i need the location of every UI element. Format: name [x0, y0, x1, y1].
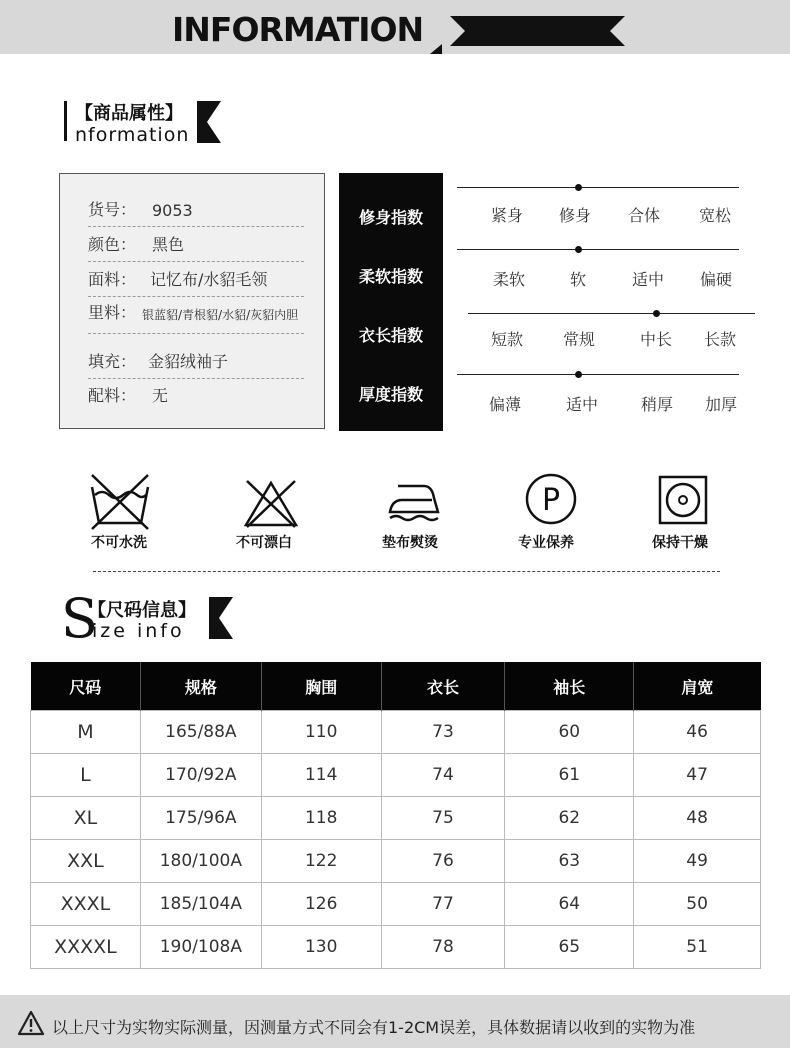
attribute-key: 颜色：	[88, 235, 137, 254]
index-label: 修身指数	[358, 208, 423, 227]
attribute-value: 记忆布/水貂毛领	[150, 270, 268, 289]
table-cell: 75	[381, 797, 505, 840]
table-cell: 77	[381, 883, 505, 926]
attribute-row	[88, 227, 304, 262]
size-section-initial: S	[61, 587, 98, 650]
attribute-row	[88, 192, 304, 227]
table-cell: XL	[31, 797, 141, 840]
scale-option: 适中	[566, 395, 599, 414]
section-bar	[64, 101, 67, 141]
scale-selected-marker	[575, 371, 582, 378]
tumble-dry-icon	[657, 474, 709, 526]
scale-option: 常规	[563, 330, 596, 349]
care-label: 垫布熨烫	[382, 535, 438, 551]
scale-selected-marker	[575, 246, 582, 253]
attribute-row	[88, 297, 304, 334]
professional-care-icon	[524, 472, 578, 526]
table-cell: 165/88A	[140, 711, 261, 754]
section-chevron-icon	[197, 101, 223, 143]
table-cell: 73	[381, 711, 505, 754]
product-section-title: 【商品属性】	[75, 103, 183, 124]
table-cell: 65	[505, 926, 634, 969]
professional-care-letter: P	[541, 483, 561, 518]
scale-option: 中长	[640, 330, 673, 349]
scale-option: 紧身	[491, 206, 524, 225]
table-cell: 63	[505, 840, 634, 883]
table-cell: 78	[381, 926, 505, 969]
divider	[93, 571, 720, 572]
table-cell: XXXL	[31, 883, 141, 926]
table-row	[31, 883, 761, 926]
table-header: 规格	[140, 662, 261, 711]
table-cell: 74	[381, 754, 505, 797]
iron-with-cloth-icon	[386, 478, 444, 526]
table-cell: 190/108A	[140, 926, 261, 969]
table-cell: XXL	[31, 840, 141, 883]
scale-option: 偏硬	[700, 270, 733, 289]
table-cell: 64	[505, 883, 634, 926]
table-cell: 126	[261, 883, 381, 926]
attribute-row	[88, 378, 304, 412]
banner-title: INFORMATION	[172, 10, 424, 49]
attribute-row	[88, 344, 304, 379]
table-cell: 170/92A	[140, 754, 261, 797]
scale-selected-marker	[653, 310, 660, 317]
care-label: 不可漂白	[236, 535, 292, 551]
table-header: 尺码	[31, 662, 141, 711]
size-section-subtitle: ize info	[92, 620, 185, 642]
table-cell: 61	[505, 754, 634, 797]
table-row	[31, 754, 761, 797]
size-section-title: 【尺码信息】	[88, 600, 196, 621]
table-header: 肩宽	[634, 662, 761, 711]
scale-option: 适中	[632, 270, 665, 289]
table-cell: 51	[634, 926, 761, 969]
table-cell: 46	[634, 711, 761, 754]
table-cell: XXXXL	[31, 926, 141, 969]
table-cell: 62	[505, 797, 634, 840]
table-header: 袖长	[505, 662, 634, 711]
table-cell: 48	[634, 797, 761, 840]
table-cell: 114	[261, 754, 381, 797]
scale-option: 修身	[559, 206, 592, 225]
table-cell: 118	[261, 797, 381, 840]
scale-option: 稍厚	[641, 395, 674, 414]
table-cell: 180/100A	[140, 840, 261, 883]
warning-icon	[17, 1010, 45, 1036]
attribute-value: 金貂绒袖子	[148, 352, 229, 371]
table-cell: 76	[381, 840, 505, 883]
table-row	[31, 840, 761, 883]
table-row	[31, 926, 761, 969]
attribute-value: 银蓝貂/青根貂/水貂/灰貂内胆	[142, 308, 299, 322]
attribute-key: 配料：	[88, 386, 137, 405]
footer-note: 以上尺寸为实物实际测量，因测量方式不同会有1-2CM误差，具体数据请以收到的实物为准	[52, 1018, 696, 1037]
no-wash-icon	[89, 473, 151, 531]
table-row	[31, 797, 761, 840]
scale-line	[457, 187, 739, 188]
table-cell: 185/104A	[140, 883, 261, 926]
attribute-row	[88, 262, 304, 297]
scale-line	[457, 249, 739, 250]
table-cell: 50	[634, 883, 761, 926]
scale-option: 偏薄	[489, 395, 522, 414]
table-cell: 49	[634, 840, 761, 883]
scale-option: 宽松	[699, 206, 732, 225]
index-label: 柔软指数	[358, 267, 423, 286]
table-cell: 47	[634, 754, 761, 797]
scale-option: 柔软	[493, 270, 526, 289]
attribute-value: 无	[152, 386, 169, 405]
scale-option: 短款	[491, 330, 524, 349]
table-header-row	[31, 662, 761, 711]
table-row	[31, 711, 761, 754]
index-label: 厚度指数	[358, 385, 423, 404]
care-label: 不可水洗	[91, 535, 147, 551]
table-cell: 60	[505, 711, 634, 754]
scale-option: 加厚	[705, 395, 738, 414]
table-cell: 122	[261, 840, 381, 883]
no-bleach-icon	[243, 479, 299, 529]
attribute-box	[59, 173, 325, 429]
size-table	[30, 662, 761, 969]
table-cell: L	[31, 754, 141, 797]
attribute-value: 黑色	[152, 235, 185, 254]
attribute-key: 面料：	[88, 270, 137, 289]
attribute-key: 货号：	[88, 200, 137, 219]
scale-line	[468, 313, 755, 314]
index-label: 衣长指数	[358, 326, 423, 345]
table-cell: 110	[261, 711, 381, 754]
attribute-key: 里料：	[88, 303, 137, 322]
product-section-subtitle: nformation	[75, 124, 190, 146]
table-header: 胸围	[261, 662, 381, 711]
section-chevron-icon	[209, 597, 235, 639]
scale-option: 软	[570, 270, 587, 289]
scale-option: 长款	[704, 330, 737, 349]
care-label: 专业保养	[518, 535, 574, 551]
scale-line	[457, 374, 739, 375]
table-cell: 130	[261, 926, 381, 969]
attribute-value: 9053	[152, 201, 193, 220]
scale-option: 合体	[628, 206, 661, 225]
attribute-key: 填充：	[88, 352, 137, 371]
index-label-column	[339, 173, 443, 431]
table-cell: M	[31, 711, 141, 754]
table-header: 衣长	[381, 662, 505, 711]
scale-selected-marker	[575, 184, 582, 191]
banner-arrow-decoration	[430, 14, 630, 54]
table-cell: 175/96A	[140, 797, 261, 840]
care-label: 保持干燥	[652, 535, 708, 551]
